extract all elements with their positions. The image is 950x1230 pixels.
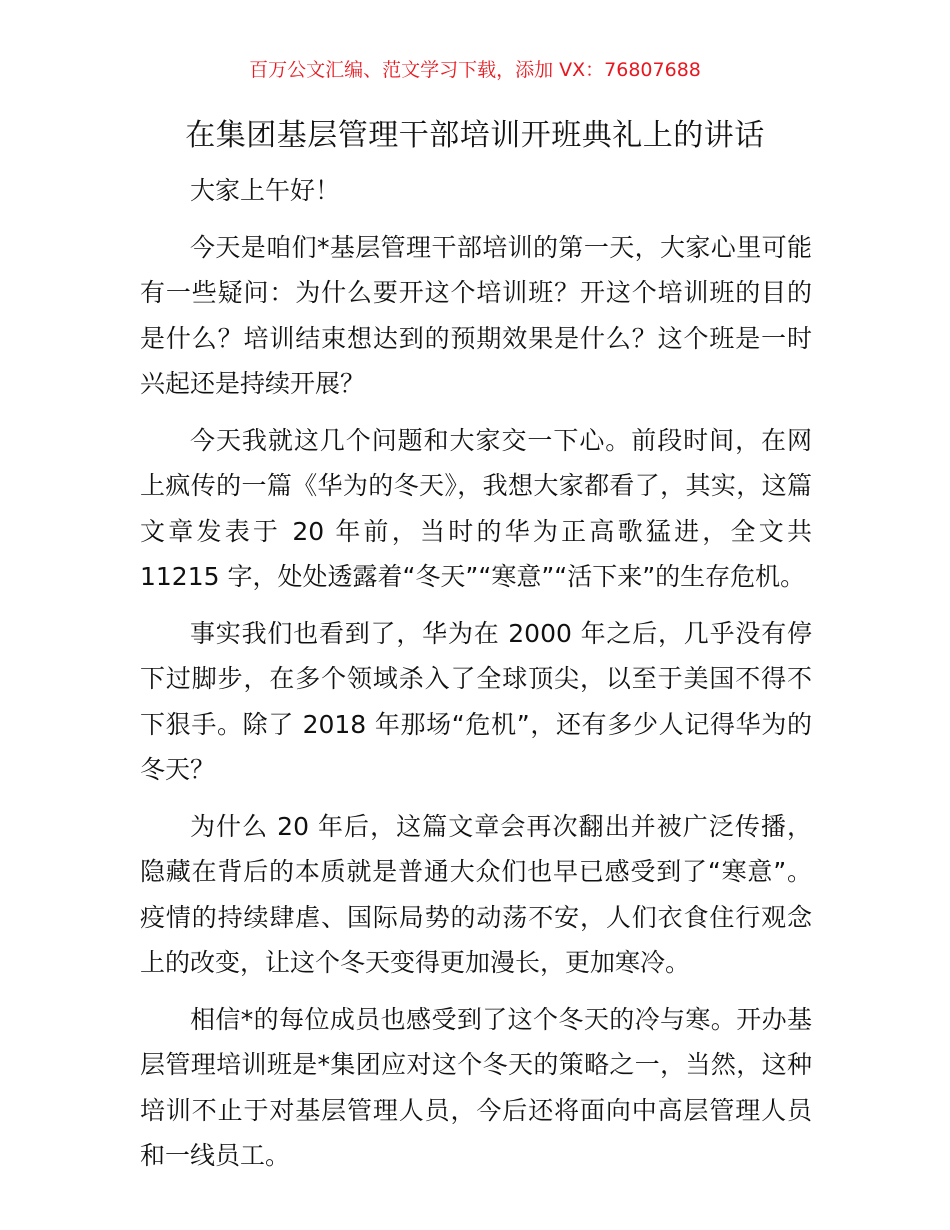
document-body <box>140 168 812 1190</box>
paragraph-1: 今天是咱们*基层管理干部培训的第一天，大家心里可能有一些疑问：为什么要开这个培训班？开这个培训班的目的是什么？培训结束想达到的预期效果是什么？这个班是一时兴起还是持续开展？ <box>140 232 812 398</box>
paragraph-4: 为什么 20 年后，这篇文章会再次翻出并被广泛传播，隐藏在背后的本质就是普通大众们也早已感受到了“寒意”。疫情的持续肆虐、国际局势的动荡不安，人们衣食住行观念上的改变，让这个冬天变得更加漫长，更加寒冷。 <box>140 811 812 977</box>
document-title: 在集团基层管理干部培训开班典礼上的讲话 <box>185 118 765 153</box>
paragraph-3: 事实我们也看到了，华为在 2000 年之后，几乎没有停下过脚步，在多个领域杀入了全球顶尖，以至于美国不得不下狠手。除了 2018 年那场“危机”，还有多少人记得华为的冬天？ <box>140 618 812 784</box>
paragraph-5: 相信*的每位成员也感受到了这个冬天的冷与寒。开办基层管理培训班是*集团应对这个冬天的策略之一，当然，这种培训不止于对基层管理人员，今后还将面向中高层管理人员和一线员工。 <box>140 1004 812 1170</box>
greeting: 大家上午好！ <box>190 176 341 205</box>
paragraph-2: 今天我就这几个问题和大家交一下心。前段时间，在网上疯传的一篇《华为的冬天》，我想大家都看了，其实，这篇文章发表于 20 年前，当时的华为正高歌猛进，全文共 11215 字，处处透露着“冬天”“寒意”“活下来”的生存危机。 <box>140 425 812 591</box>
header-note: 百万公文汇编、范文学习下载，添加 VX：76807688 <box>249 59 701 81</box>
